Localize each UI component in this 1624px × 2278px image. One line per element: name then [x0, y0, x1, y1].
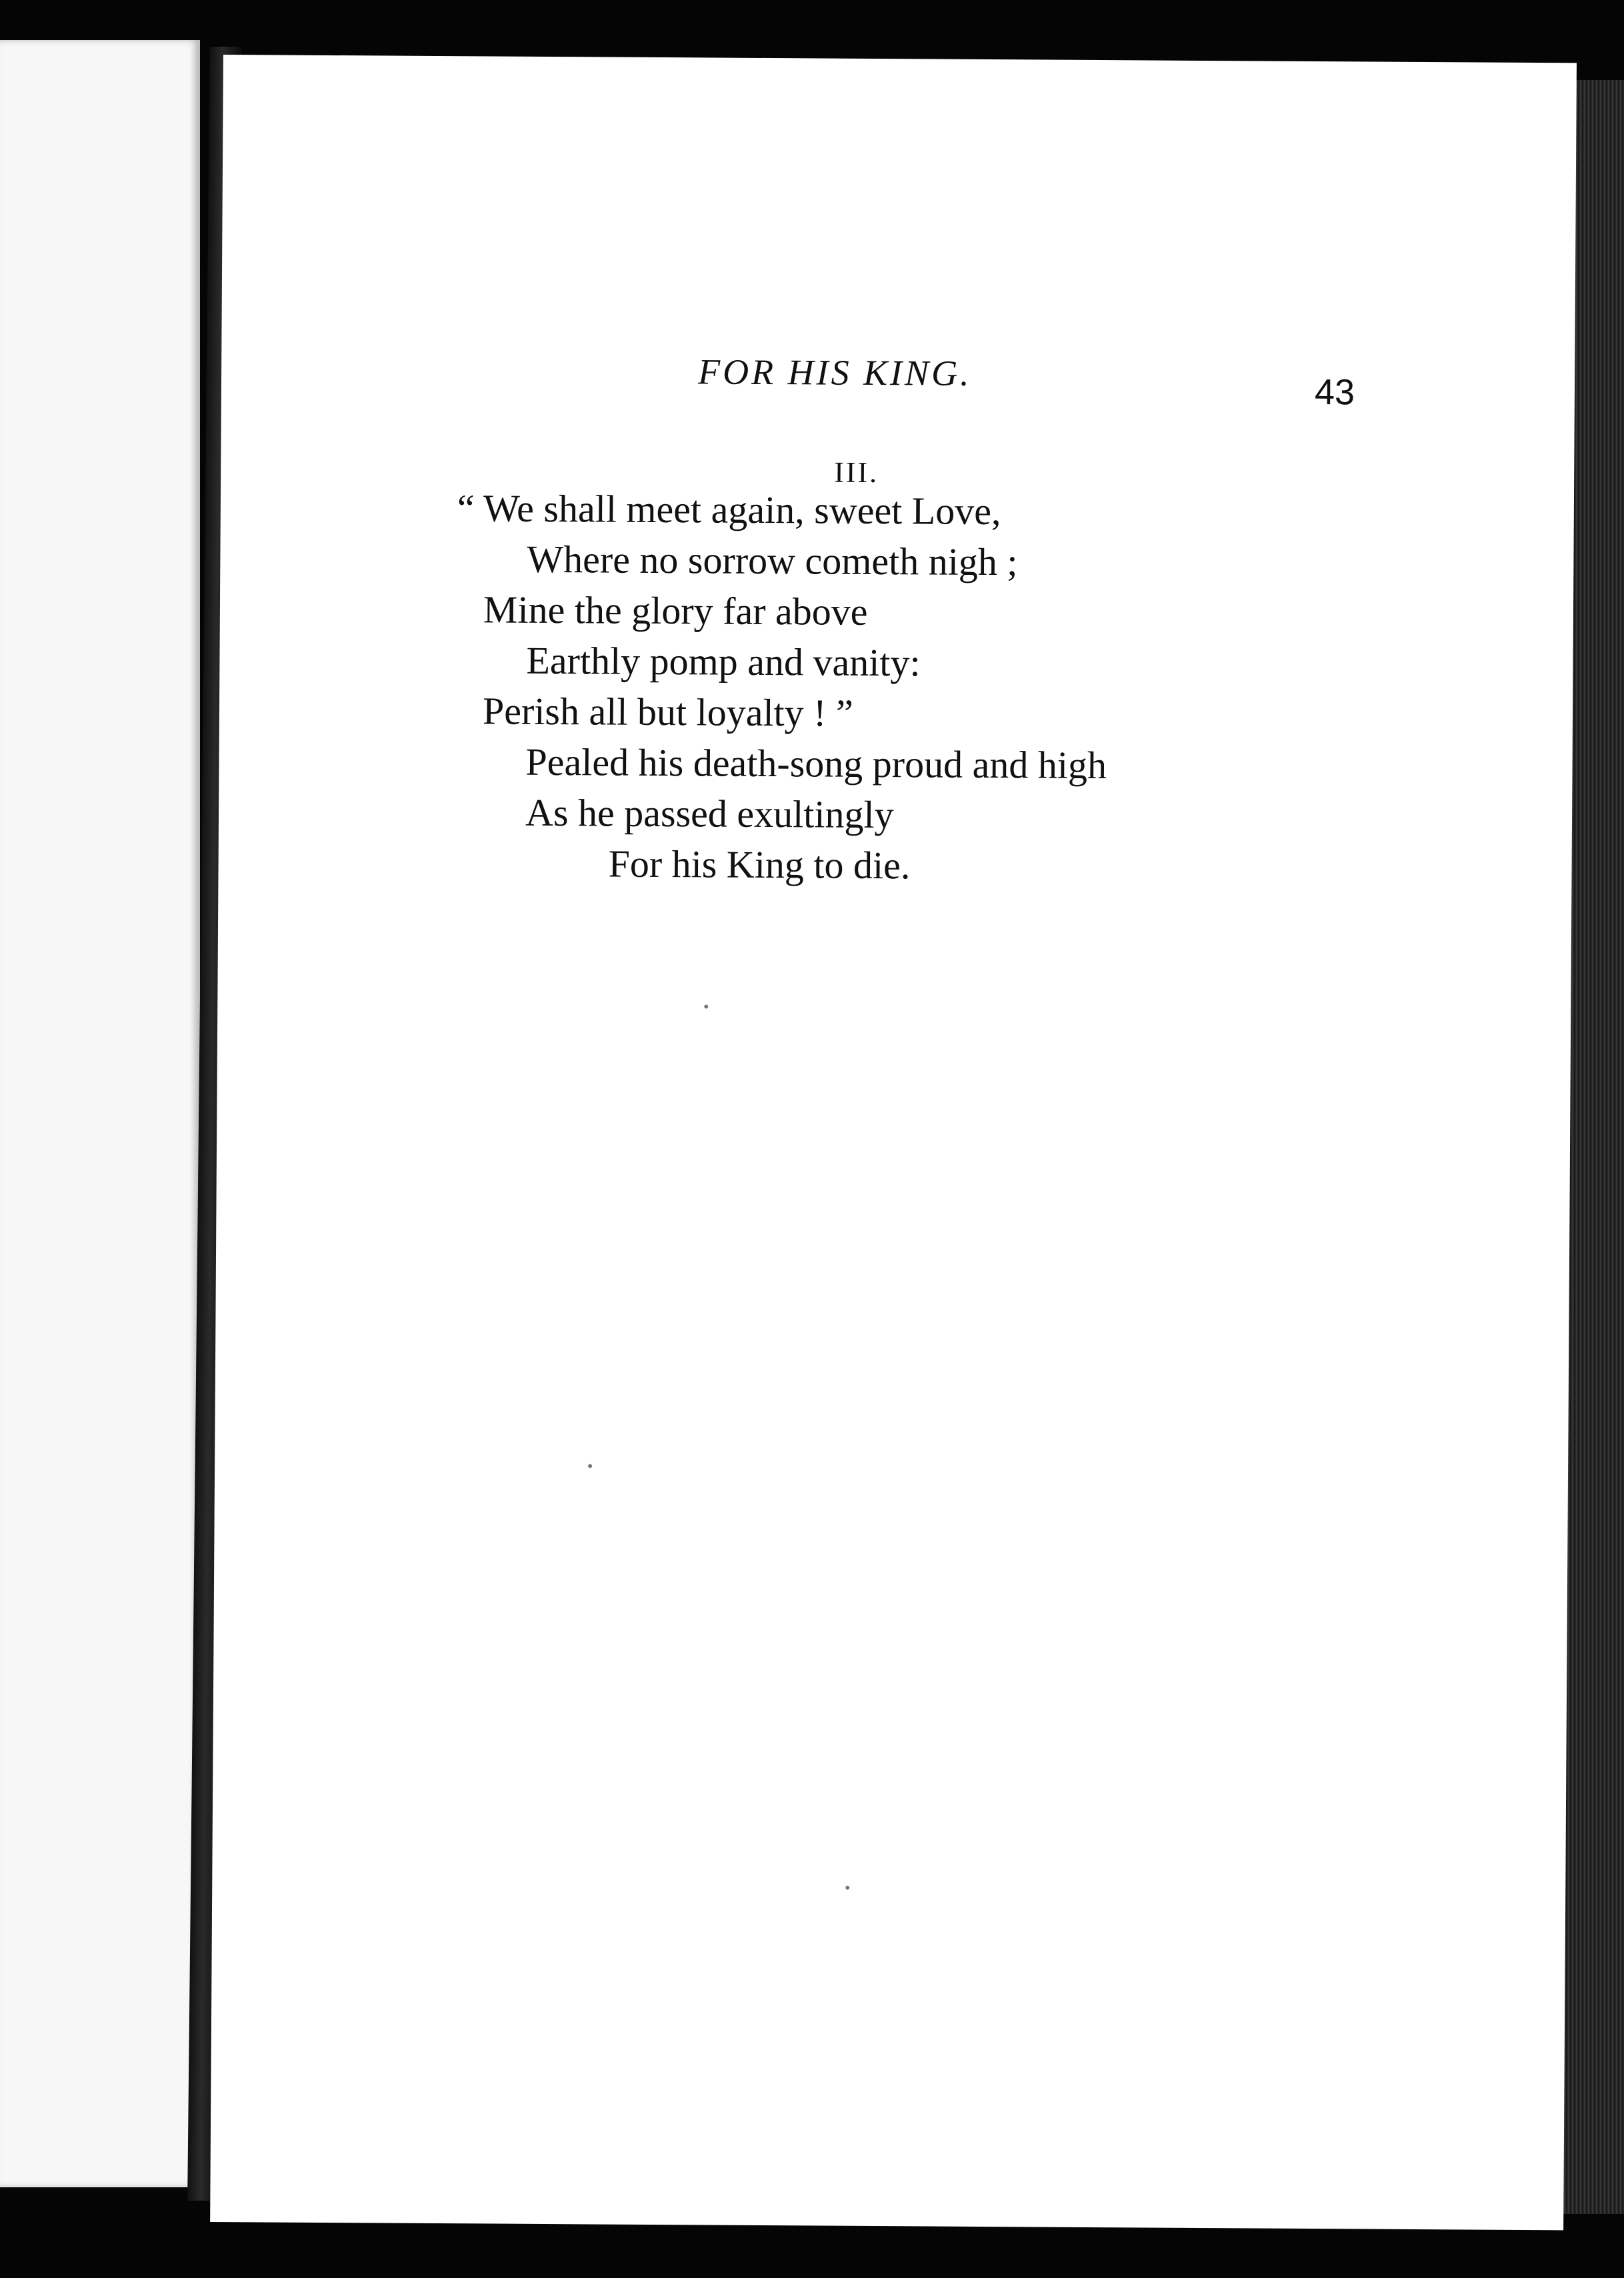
poem-line: Earthly pomp and vanity: — [526, 638, 921, 685]
poem-line: Mine the glory far above — [483, 588, 868, 634]
previous-page-edge — [0, 40, 200, 2187]
poem-line: For his King to die. — [608, 842, 911, 888]
poem-line: Pealed his death-song proud and high — [525, 740, 1107, 788]
page-number: 43 — [1314, 372, 1355, 413]
poem-line: Perish all but loyalty ! ” — [482, 689, 853, 735]
poem-line: Where no sorrow cometh nigh ; — [527, 537, 1018, 584]
poem-line: As he passed exultingly — [525, 790, 894, 837]
section-numeral: III. — [834, 455, 879, 489]
scan-speck — [704, 1004, 708, 1008]
poem-stanza — [455, 483, 1524, 895]
scan-speck — [845, 1886, 849, 1890]
running-head: FOR HIS KING. — [697, 351, 972, 393]
poem-line: “ We shall meet again, sweet Love, — [457, 486, 1001, 533]
book-page — [210, 55, 1577, 2230]
scan-speck — [588, 1464, 592, 1468]
